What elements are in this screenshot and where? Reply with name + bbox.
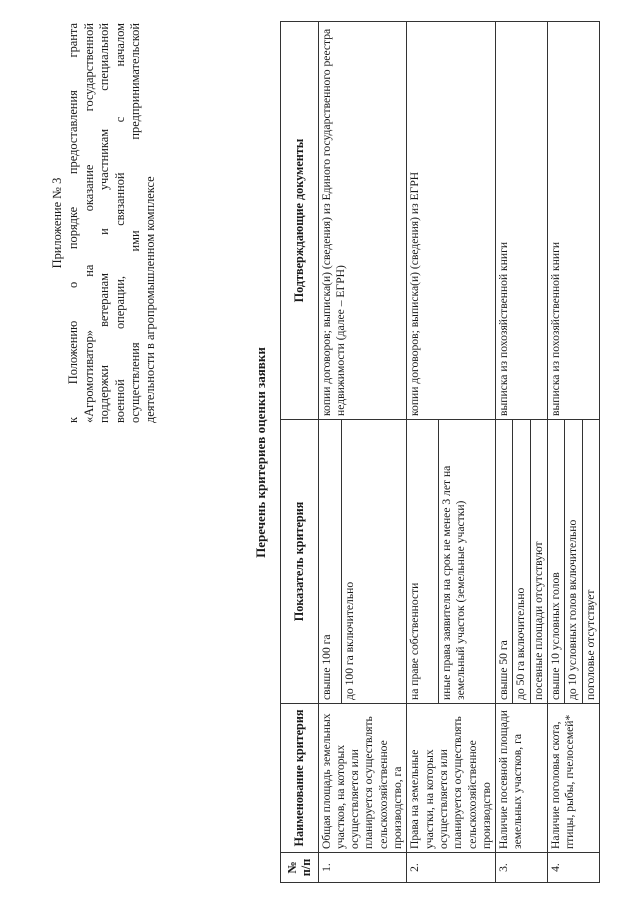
criterion-name: Наличие поголовья скота, птицы, рыбы, пчелосемей* [548,704,600,853]
indicator-cell: до 50 га включительно [513,420,530,704]
documents-cell: выписка из похозяйственной книги [496,22,548,420]
table-row [548,22,565,883]
indicator-cell: свыше 100 га [318,420,342,704]
indicator-cell: до 100 га включительно [342,420,407,704]
appendix-line: к Положению о порядке предоставления гранта [66,23,81,423]
indicator-cell: иные права заявителя на срок не менее 3 лет на земельный участок (земельные участки) [438,420,495,704]
row-num: 4. [548,853,600,883]
appendix-line: деятельности в агропромышленном комплексе [143,176,158,423]
criterion-name: Наличие посевной площади земельных участков, га [496,704,548,853]
row-num: 3. [496,853,548,883]
criterion-name: Права на земельные участки, на которых осуществляется или планируется осуществлять сельскохозяйственное производство [407,704,496,853]
header-docs: Подтверждающие документы [281,22,319,420]
criteria-table [280,21,600,883]
row-num: 1. [318,853,407,883]
appendix-line: осуществления ими предпринимательской [128,23,143,423]
indicator-cell: поголовье отсутствует [582,420,599,704]
criterion-name: Общая площадь земельных участков, на которых осуществляется или планируется осуществлять сельскохозяйственное производство, га [318,704,407,853]
row-num: 2. [407,853,496,883]
document-title: Перечень критериев оценки заявки [253,347,268,558]
header-indicator: Показатель критерия [281,420,319,704]
indicator-cell: до 10 условных голов включительно [565,420,582,704]
indicator-cell: свыше 10 условных голов [548,420,565,704]
appendix-line: военной операции, связанной с началом [112,23,127,423]
table-row [496,22,513,883]
header-num: № п/п [281,853,319,883]
header-name: Наименование критерия [281,704,319,853]
appendix-header [50,23,159,423]
indicator-cell: посевные площади отсутствуют [530,420,547,704]
documents-cell: копии договоров; выписка(и) (сведения) из ЕГРН [407,22,496,420]
table-row [407,22,438,883]
appendix-title: Приложение № 3 [50,177,64,269]
indicator-cell: свыше 50 га [496,420,513,704]
documents-cell: выписка из похозяйственной книги [548,22,600,420]
indicator-cell: на праве собственности [407,420,438,704]
table-header-row [281,22,319,883]
table-row [318,22,342,883]
appendix-line: «Агромотиватор» на оказание государственной [81,23,96,423]
documents-cell: копии договоров; выписка(и) (сведения) из Единого государственного реестра недвижимости (далее – ЕГРН) [318,22,407,420]
appendix-line: поддержки ветеранам и участникам специальной [97,23,112,423]
